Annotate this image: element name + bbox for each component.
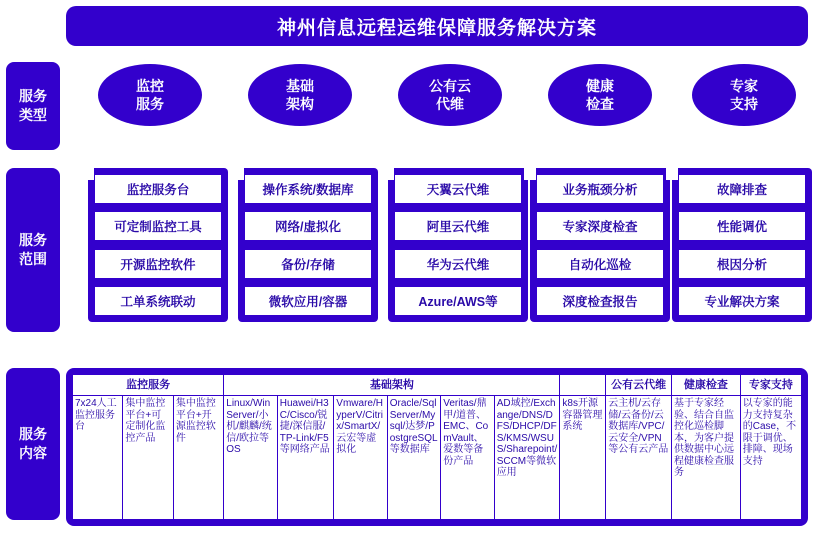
service-type-infrastructure — [248, 64, 352, 126]
service-type-public-cloud — [398, 64, 502, 126]
scope-item: 微软应用/容器 — [244, 286, 372, 316]
scope-item: 网络/虚拟化 — [244, 211, 372, 241]
scope-column-infrastructure — [238, 168, 378, 322]
group-header-monitoring: 监控服务 — [73, 375, 224, 396]
scope-column-health-check — [530, 168, 670, 322]
row-label-service-type-text: 服务 类型 — [19, 88, 47, 123]
content-cell: Veritas/鼎甲/道普、EMC、ComVault、爱数等备份产品 — [441, 396, 494, 520]
group-header-health-check: 健康检查 — [671, 375, 740, 396]
scope-item: 可定制监控工具 — [94, 211, 222, 241]
service-content-panel — [66, 368, 808, 526]
content-cell: Huawei/H3C/Cisco/锐捷/深信服/TP-Link/F5等网络产品 — [277, 396, 334, 520]
scope-item: 根因分析 — [678, 249, 806, 279]
service-type-health-check-label: 健康 检查 — [586, 77, 614, 112]
content-cell: 7x24人工监控服务台 — [73, 396, 123, 520]
row-label-service-content — [6, 368, 60, 520]
content-cell: Oracle/SqlServer/Mysql/达梦/PostgreSQL等数据库 — [387, 396, 440, 520]
content-cell: Linux/Win Server/小机/麒麟/统信/欧拉等OS — [224, 396, 277, 520]
service-type-health-check — [548, 64, 652, 126]
scope-notch — [666, 162, 678, 180]
row-label-service-scope — [6, 168, 60, 332]
row-label-service-scope-text: 服务 范围 — [19, 232, 47, 267]
scope-item: 操作系统/数据库 — [244, 174, 372, 204]
scope-notch — [524, 162, 536, 180]
scope-item: 阿里云代维 — [394, 211, 522, 241]
content-cell: 集中监控平台+开源监控软件 — [173, 396, 223, 520]
content-cell: Vmware/HyperV/Citrix/SmartX/云宏等虚拟化 — [334, 396, 387, 520]
scope-item: Azure/AWS等 — [394, 286, 522, 316]
page-title: 神州信息远程运维保障服务解决方案 — [276, 17, 597, 39]
content-cell: 基于专家经验、结合自监控化巡检脚本，为客户提供数据中心远程健康检查服务 — [671, 396, 740, 520]
table-header-row — [73, 375, 802, 396]
row-label-service-type — [6, 62, 60, 150]
scope-item: 华为云代维 — [394, 249, 522, 279]
scope-item: 业务瓶颈分析 — [536, 174, 664, 204]
scope-item: 备份/存储 — [244, 249, 372, 279]
scope-item: 专业解决方案 — [678, 286, 806, 316]
scope-item: 自动化巡检 — [536, 249, 664, 279]
service-type-expert-support-label: 专家 支持 — [730, 77, 758, 112]
service-type-public-cloud-label: 公有云 代维 — [429, 77, 471, 112]
scope-item: 深度检查报告 — [536, 286, 664, 316]
scope-notch — [232, 162, 244, 180]
scope-column-monitoring — [88, 168, 228, 322]
content-cell: 以专家的能力支持复杂的Case，不限于调优、排障、现场支持 — [740, 396, 801, 520]
scope-notch — [82, 162, 94, 180]
scope-item: 监控服务台 — [94, 174, 222, 204]
scope-item: 工单系统联动 — [94, 286, 222, 316]
diagram-title-bar — [66, 6, 808, 46]
service-type-infrastructure-label: 基础 架构 — [286, 77, 314, 112]
scope-column-expert-support — [672, 168, 812, 322]
service-type-monitoring-label: 监控 服务 — [136, 77, 164, 112]
scope-item: 故障排查 — [678, 174, 806, 204]
service-type-expert-support — [692, 64, 796, 126]
service-content-table — [72, 374, 802, 520]
content-cell: 云主机/云存储/云备份/云数据库/VPC/云安全/VPN等公有云产品 — [606, 396, 672, 520]
scope-column-public-cloud — [388, 168, 528, 322]
scope-item: 开源监控软件 — [94, 249, 222, 279]
scope-item: 性能调优 — [678, 211, 806, 241]
scope-item: 专家深度检查 — [536, 211, 664, 241]
service-type-monitoring — [98, 64, 202, 126]
group-header-public-cloud: 公有云代维 — [606, 375, 672, 396]
table-row — [73, 396, 802, 520]
content-cell: AD域控/Exchange/DNS/DFS/DHCP/DFS/KMS/WSUS/Sharepoint/SCCM等微软应用 — [494, 396, 560, 520]
group-header-infrastructure: 基础架构 — [224, 375, 560, 396]
content-cell: k8s开源容器管理系统 — [560, 396, 606, 520]
row-label-service-content-text: 服务 内容 — [19, 426, 47, 461]
group-header-k8s-spacer — [560, 375, 606, 396]
scope-notch — [382, 162, 394, 180]
content-cell: 集中监控平台+可定制化监控产品 — [123, 396, 173, 520]
group-header-expert-support: 专家支持 — [740, 375, 801, 396]
scope-item: 天翼云代维 — [394, 174, 522, 204]
